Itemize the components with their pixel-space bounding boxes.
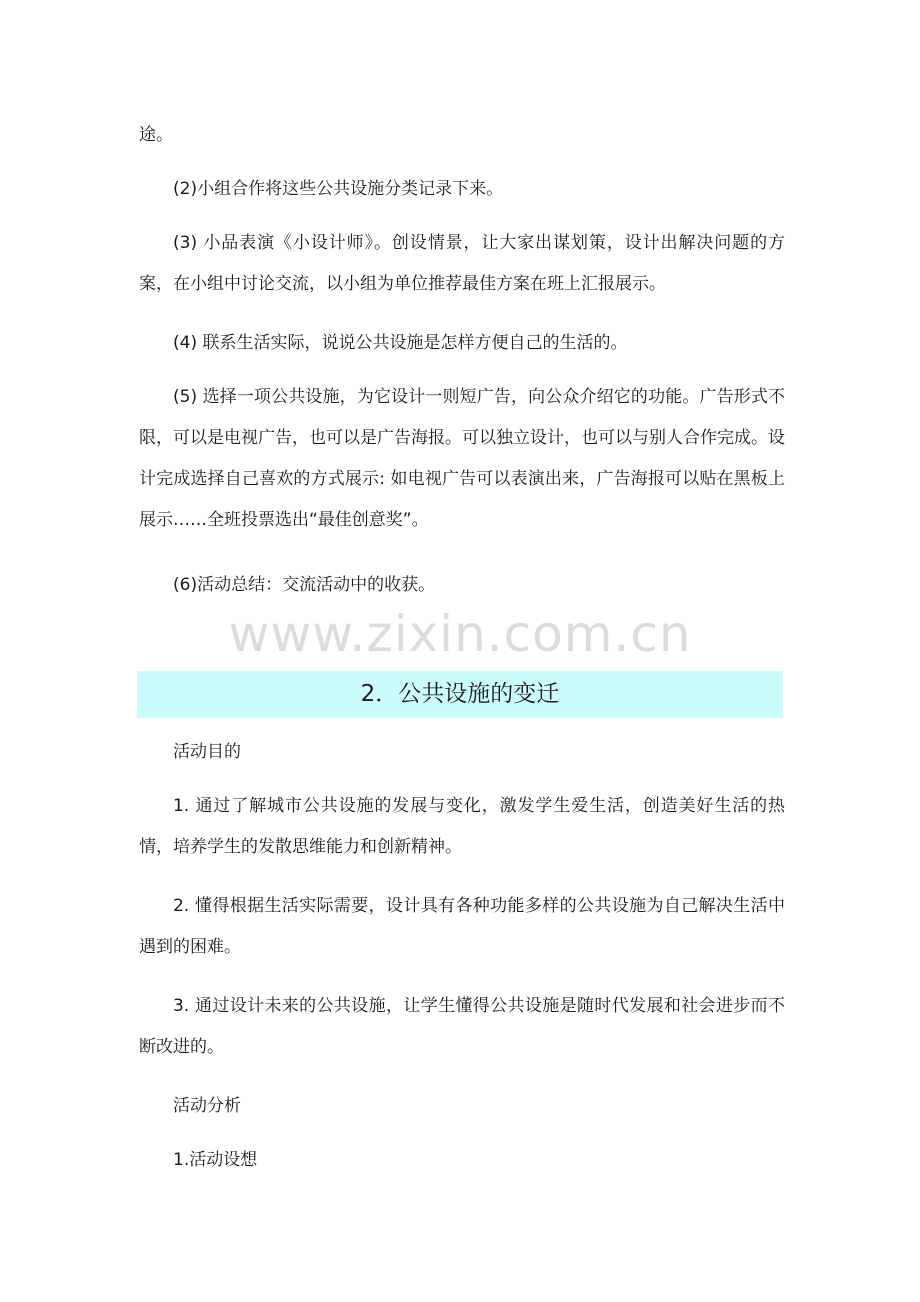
goal-title: 活动目的	[173, 742, 241, 762]
paragraph-step-4: (4) 联系生活实际，说说公共设施是怎样方便自己的生活的。	[173, 333, 628, 353]
goal-item-2: 2. 懂得根据生活实际需要，设计具有各种功能多样的公共设施为自己解决生活中遇到的困难。	[139, 896, 785, 957]
goal-item-1: 1. 通过了解城市公共设施的发展与变化，激发学生爱生活，创造美好生活的热情，培养学生的发散思维能力和创新精神。	[139, 796, 785, 857]
analysis-item-1: 1.活动设想	[173, 1150, 258, 1170]
paragraph-step-6: (6)活动总结：交流活动中的收获。	[173, 575, 436, 595]
section-heading-bar	[137, 671, 783, 718]
section-heading: 2．公共设施的变迁	[360, 681, 560, 707]
paragraph-step-3: (3) 小品表演《小设计师》。创设情景，让大家出谋划策，设计出解决问题的方案，在小组中讨论交流，以小组为单位推荐最佳方案在班上汇报展示。	[139, 233, 785, 294]
paragraph-step-2: (2)小组合作将这些公共设施分类记录下来。	[173, 179, 504, 199]
watermark: www.zixin.com.cn	[228, 605, 692, 663]
analysis-title: 活动分析	[173, 1096, 241, 1116]
paragraph-step-5: (5) 选择一项公共设施，为它设计一则短广告，向公众介绍它的功能。广告形式不限，可以是电视广告，也可以是广告海报。可以独立设计，也可以与别人合作完成。设计完成选择自己喜欢的方式展示: 如电视广告可以表演出来，广告海报可以贴在黑板上展示……全班投票选出“最佳创意奖”。	[139, 387, 785, 530]
goal-item-3: 3. 通过设计未来的公共设施，让学生懂得公共设施是随时代发展和社会进步而不断改进的。	[139, 996, 785, 1057]
paragraph-continuation: 途。	[139, 125, 173, 145]
